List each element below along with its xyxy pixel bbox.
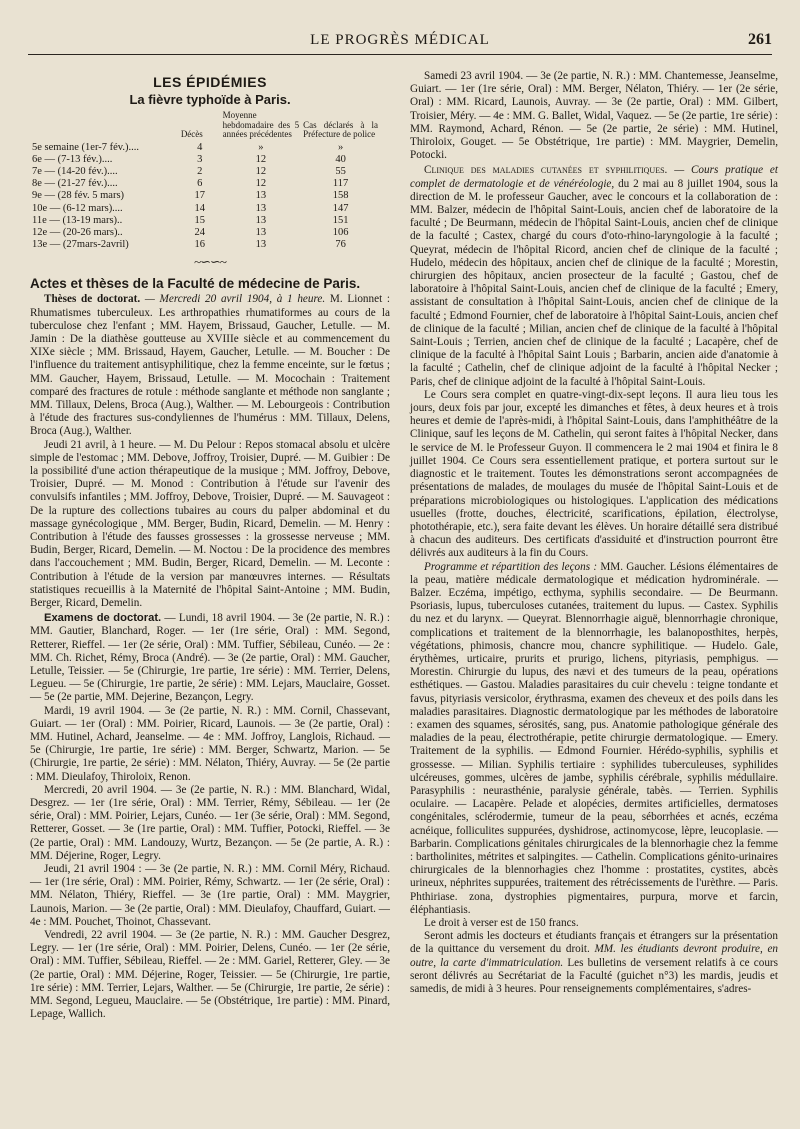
page-number: 261	[748, 31, 772, 48]
table-row	[30, 203, 380, 215]
paragraph-italic: MM. les étudiants devront produire, en outre, la carte d'immatriculation.	[410, 943, 779, 969]
table-cell: »	[337, 141, 344, 153]
table-header: Moyenne hebdomadaire des 5 années précédentes	[222, 110, 300, 139]
table-cell: 13	[255, 214, 267, 226]
table-cell: 14	[194, 202, 205, 214]
ornament-divider: ~∽∽~	[194, 254, 226, 270]
theses-label: Thèses de doctorat.	[44, 293, 141, 306]
table-cell: 147	[332, 202, 349, 214]
table-body	[30, 142, 380, 252]
paragraph: Le Cours sera complet en quatre-vingt-dix-sept leçons. Il aura lieu tous les jours, deux fois par jour, excepté les dimanches et fêtes, à deux heures et à trois heures et demie de l'après-midi, à l'hôpital Saint-Louis, dans l'amphithéâtre de la Clinique, sauf les leçons de M. Cathelin, qui seront faites à l'hôpital Necker, dans le service de M. le Professeur Guyon. Il commencera le 2 mai 1904 et finira le 8 juillet 1904. Ce Cours sera essentiellement pratique, et portera surtout sur le diagnostic et le traitement. Toutes les démonstrations seront accompagnées de présentations de malades, de moulages du musée de l'hôpital Saint-Louis et de préparations microbiologiques ou histologiques. L'application des médications usuelles (frotte, douches, électricité, scarifications, épilation, électrolyse, photothérapie, etc.), sera faite devant les élèves. Un horaire détaillé sera distribué à chacun des auditeurs. Des certificats d'assiduité et d'instruction pourront être délivrés aux auditeurs à la fin du Cours.	[410, 388, 778, 560]
paragraph	[410, 930, 778, 996]
theses-date: — Mercredi 20 avril 1904, à 1 heure.	[144, 293, 326, 306]
paragraph-text: Seront admis les docteurs et étudiants français et étrangers sur la présentation de la quittance du versement du droit.	[410, 930, 778, 956]
table-cell: 3	[197, 153, 203, 165]
table-cell: 158	[332, 190, 349, 202]
table-cell: 12	[255, 153, 267, 165]
clinique-title: — Cours pratique et complet de dermatologie et de vénéréologie,	[410, 164, 778, 190]
table-row	[30, 154, 380, 166]
table-cell: 2	[197, 165, 203, 177]
examens-label: Examens de doctorat.	[44, 612, 162, 625]
table-cell: 13	[255, 190, 267, 202]
paragraph-text: Les bulletins de versement relatifs à ce cours seront délivrés au Secrétariat de la Faculté (guichet n°3) les mardis, jeudis et samedis, de midi à 3 heures. Pour renseignements complémentaires, s'adres-	[410, 956, 778, 996]
right-column	[410, 70, 778, 996]
table-cell: 13	[255, 202, 267, 214]
table-row	[30, 227, 380, 239]
typhoid-table	[30, 111, 380, 251]
table-cell: 17	[194, 190, 205, 202]
paragraph: Jeudi 21 avril, à 1 heure. — M. Du Pelour : Repos stomacal absolu et ulcère simple de l'estomac ; MM. Debove, Joffroy, Troisier, Dupré. — M. Guibier : De la possibilité d'une action thérapeutique de la musique ; MM. Joffroy, Debove, Troisier, Dupré. — M. Monod : Contribution à l'étude sur l'avenir des convulsifs infantiles ; MM. Joffroy, Debove, Troisier, Dupré. — M. Sauvageot : De la rupture des collections tubaires au cours du palper abdominal et du massage gynécologique , MM. Berger, Budin, Ricard, Demelin. — M. Henry : Contribution à l'étude des fausses grossesses : la grossesse nerveuse ; MM. Budin, Berger, Ricard, Demelin. — M. Noctou : De la procidence des membres dans l'accouchement ; MM. Budin, Berger, Ricard, Demelin. — M. Leconte : Contribution à l'étude de la version par manœuvres internes. — Résultats statistiques recueillis à la Maternité de l'hôpital Saint-Antoine ; MM. Budin, Berger, Ricard, Demelin.	[30, 438, 390, 609]
table-row	[30, 178, 380, 190]
table-cell: 13e — (27mars-2avril)	[32, 239, 129, 251]
table-cell: 8e — (21-27 fév.)....	[32, 178, 118, 190]
paragraph	[30, 612, 390, 704]
table-cell: 15	[194, 214, 205, 226]
epidemies-subtitle: La fièvre typhoïde à Paris.	[129, 92, 291, 107]
paragraph: Samedi 23 avril 1904. — 3e (2e partie, N. R.) : MM. Chantemesse, Jeanselme, Guiart. — 1er (1re série, Oral) : MM. Berger, Nélaton, Thiéry. — 1er (2e série, Oral) : MM. Ricard, Launois, Auvray. — 3e (2e partie, Oral) : MM. Gilbert, Troisier, Méry. — 4e : MM. G. Ballet, Widal, Vaquez. — 5e (2e partie, 1re série) : MM. Raymond, Achard, Rénon. — 5e (2e partie, 2e série) : MM. Hutinel, Thiroloix, Gouget. — 5e Obstétrique, 1re partie) : MM. Maygrier, Demelin, Potocki.	[410, 70, 778, 162]
table-cell: 11e — (13-19 mars)..	[32, 214, 123, 226]
table-header: Cas déclarés à la Préfecture de police	[303, 119, 378, 139]
table-cell: 117	[332, 178, 349, 190]
table-cell: 6	[197, 178, 203, 190]
table-row	[30, 142, 380, 154]
table-header-row	[30, 111, 380, 142]
paragraph: Mardi, 19 avril 1904. — 3e (2e partie, N. R.) : MM. Cornil, Chassevant, Guiart. — 1er (Oral) : MM. Poirier, Ricard, Launois. — 3e (2e partie, Oral) : MM. Hutinel, Achard, Jeanselme. — 4e : MM. Joffroy, Langlois, Richaud. — 5e (Chirurgie, 1re partie, 1re série) : MM. Berger, Schwartz, Marion. — 5e (Chirurgie, 1re partie, 2e série) : MM. Nélaton, Thiéry, Auvray. — 5e (2e partie : MM. Dieulafoy, Thiroloix, Renon.	[30, 704, 390, 783]
table-cell: 12	[255, 178, 267, 190]
paragraph	[30, 293, 390, 438]
epidemies-title: LES ÉPIDÉMIES	[153, 74, 267, 90]
actes-title: Actes et thèses de la Faculté de médecine de Paris.	[30, 276, 361, 292]
paragraph	[410, 164, 778, 388]
paragraph: Vendredi, 22 avril 1904. — 3e (2e partie, N. R.) : MM. Gaucher Desgrez, Legry. — 1er (1re série, Oral) : MM. Poirier, Delens, Cunéo. — 1er (2e série, Oral) : MM. Tuffier, Sébileau, Rieffel. — 2e : MM. Gariel, Retterer, Gley. — 3e (2e partie, Oral) : MM. Déjerine, Roger, Teissier. — 5e (Chirurgie, 1re partie, 1re série) : MM. Terrier, Lejars, Walther. — 5e (Chirurgie, 1re partie, 2e série) : MM. Segond, Legueu, Mauclaire. — 5e (Obstétrique, 1re partie) : MM. Pinard, Lepage, Wallich.	[30, 929, 390, 1021]
table-cell: 24	[194, 226, 205, 238]
table-cell: 10e — (6-12 mars)....	[32, 202, 123, 214]
paragraph-text: M. Lionnet : Rhumatismes tuberculeux. Les arthropathies rhumatiformes au cours de la tuberculose chez l'enfant ; MM. Hayem, Brissaud, Gaucher, Letulle. — M. Jamin : De la diathèse goutteuse au XVIIIe siècle et au commencement du XIXe siècle ; MM. Brissaud, Hayem, Gaucher, Letulle. — M. Boucher : De l'influence du traitement antisyphilitique, chez la femme enceinte, sur le fœtus ; MM. Gaucher, Hayem, Brissaud, Letulle. — M. Mocochain : Traitement comparé des fractures de rotule : méthode sanglante et méthode non sanglante ; MM. Tillaux, Delens, Broca (Aug.), Walther. — M. Lebourgeois : Contribution à l'étude des fractures sus-condyliennes de l'humérus : MM. Tillaux, Delens, Broca (Aug.), Walther.	[30, 293, 391, 438]
table-cell: 13	[255, 226, 267, 238]
paragraph: Jeudi, 21 avril 1904 : — 3e (2e partie, N. R.) : MM. Cornil Méry, Richaud. — 1er (1re série, Oral) : MM. Poirier, Rémy, Schwartz. — 1er (2e série, Oral) : MM. Nélaton, Thiéry, Rieffel. — 3e (1re partie, Oral) : MM. Maygrier, Launois, Marion. — 3e (2e partie, Oral) : MM. Dieulafoy, Chauffard, Guiart. — 4e : MM. Pouchet, Thoinot, Chassevant.	[30, 863, 390, 928]
table-cell: 5e semaine (1er-7 fév.)....	[32, 141, 139, 153]
paragraph-text: MM. Gaucher. Lésions élémentaires de la peau, matière médicale dermatologique et médication hydrominérale. — Balzer. Eczéma, impétigo, ecthyma, syphilis secondaire. — De Beurmann. Psoriasis, lupus, tuberculoses cutanées, traitement du lupus. — Castex. Syphilis du nez et du larynx. — Queyrat. Blennorrhagie aiguë, blennorrhagie chronique, complications et traitement de la blennorrhagie, les balanoposthites, herpès, végétations, phimosis, chancre mou, chancre syphilitique. — Hudelo. Gale, érythèmes, urticaire, prurits et prurigo, lichens, pityriasis, pemphigus. — Morestin. Chirurgie du lupus, des nævi et des tumeurs de la peau, opérations esthétiques. — Gastou. Maladies parasitaires du cuir chevelu : teigne tondante et favus, pityriasis versicolor, érythrasma, examen des cheveux et des poils dans les maladies parasitaires. Diagnostic dermatologique par les méthodes de laboratoire : examen des squames, sérosités, sang, pus. Anatomie pathologique générale des maladies de la peau, électrothérapie, petite chirurgie dermatologique. — Emery. Traitement de la syphilis. — Edmond Fournier. Hérédo-syphilis, syphilis et grossesse. — Milian. Syphilis tertiaire : syphilides tuberculeuses, syphilides ulcéreuses, gommes, ulcères de jambe, syphilis cérébrale, syphilis médullaire. Parasyphilis : neurasthénie, paralysie générale, tabès. — Terrien. Syphilis oculaire. — Lacapère. Pelade et alopécies, dermites artificielles, dermatoses congénitales, sclérodermie, tumeur de la peau, séborrhées et acnés, eczéma acnéique, folliculites suppurées, dyshidrose, actinomycose, lèpre, leucoplasie. — Barbarin. Complications génitales chirurgicales de la blennorhagie chez la femme : bartholinites, métrites et salpingites. — Cathelin. Complications génito-urinaires chirurgicales de la blennorhagies chez l'homme : prostatites, cystites, abcès urineux, néphrites suppurées, traitement des rétrécissements de l'urèthre. — Paris. Phthiriase. zona, dystrophies pigmentaires, purpura, morve et farcin, éléphantiasis.	[410, 560, 779, 916]
table-cell: 40	[335, 153, 346, 165]
journal-title: LE PROGRÈS MÉDICAL	[310, 32, 490, 48]
left-column	[30, 70, 390, 1022]
paragraph	[410, 561, 778, 917]
table-cell: 55	[335, 165, 346, 177]
table-cell: 151	[332, 214, 349, 226]
table-cell: 12e — (20-26 mars)..	[32, 226, 123, 238]
table-row	[30, 239, 380, 251]
table-row	[30, 215, 380, 227]
table-row	[30, 190, 380, 202]
table-cell: 13	[255, 239, 267, 251]
table-header: Décès	[180, 129, 203, 139]
paragraph: Mercredi, 20 avril 1904. — 3e (2e partie, N. R.) : MM. Blanchard, Widal, Desgrez. — 1er (1re série, Oral) : MM. Terrier, Rémy, Sébileau. — 1er (2e série, Oral) : MM. Poirier, Lejars, Cunéo. — 1er (3e série, Oral) : MM. Segond, Retterer, Gosset. — 3e (1re partie, Oral) : MM. Tuffier, Potocki, Rieffel. — 3e (2e partie, Oral) : MM. Landouzy, Wurtz, Bezançon. — 5e (2e partie, A. R.) : MM. Déjerine, Roger, Legry.	[30, 783, 390, 862]
table-header	[30, 111, 179, 142]
paragraph-text: — Lundi, 18 avril 1904. — 3e (2e partie, N. R.) : MM. Gautier, Blanchard, Roger. — 1er (1re série, Oral) : MM. Segond, Retterer, Rieffel. — 1er (2e série, Oral) : MM. Tuffier, Sébileau, Cunéo. — 2e : MM. Ch. Richet, Rémy, Broca (André). — 3e (2e partie, Oral) : MM. Gaucher, Letulle, Teissier. — 5e (Chirurgie, 1re partie, 1re série) : MM. Terrier, Delens, Legueu. — 5e (Chirurgie, 1re partie, 2e série) : MM. Lejars, Mauclaire, Gosset. — 5e (2e partie, MM. Dejerine, Bezançon, Legry.	[30, 612, 390, 704]
table-cell: 9e — (28 fév. 5 mars)	[32, 190, 125, 202]
table-cell: »	[258, 141, 264, 153]
table-row	[30, 166, 380, 178]
paragraph: Le droit à verser est de 150 francs.	[424, 917, 579, 929]
table-cell: 7e — (14-20 fév.)....	[32, 165, 118, 177]
table-cell: 106	[332, 226, 349, 238]
table-cell: 16	[194, 239, 205, 251]
table-cell: 12	[255, 165, 267, 177]
clinique-label: Clinique des maladies cutanées et syphilitiques.	[424, 164, 668, 177]
table-cell: 76	[335, 239, 346, 251]
table-cell: 4	[197, 141, 203, 153]
programme-label: Programme et répartition des leçons :	[424, 560, 598, 573]
running-head	[28, 28, 772, 55]
paragraph-text: du 2 mai au 8 juillet 1904, sous la direction de M. le professeur Gaucher, avec le concours et la collaboration de : MM. Balzer, médecin de l'hôpital Saint-Louis, ancien chef de laboratoire de la faculté ; De Beurmann, médecin de l'hôpital Saint-Louis, ancien chef de clinique de la faculté ; Castex, chargé du cours d'oto-rhino-laryngologie à la faculté ; Queyrat, médecin de l'hôpital Ricord, ancien chef de clinique de la faculté ; Hudelo, médecin des hôpitaux, ancien chef de clinique de la faculté ; Morestin, chirurgien des hôpitaux, ancien prosecteur de la faculté ; Gastou, chef de laboratoire à l'hôpital Saint-Louis, ancien chef de clinique de la faculté ; Emery, assistant de consultation à l'hôpital Saint-Louis, ancien chef de clinique de la faculté ; Edmond Fournier, chef de laboratoire à l'hôpital Saint-Louis, ancien chef de clinique de la faculté ; Milian, ancien chef de clinique de la faculté à l'hôpital Saint-Louis ; Terrien, ancien chef de clinique de la faculté ; Lacapère, chef de clinique de la faculté à l'hôpital Saint Louis ; Barbarin, ancien aide d'anatomie à la faculté ; Cathelin, chef de clinique adjoint de la faculté à l'hôpital Necker ; Paris, chef de clinique adjoint de la faculté à l'hôpital Saint-Louis.	[410, 177, 779, 388]
table-cell: 6e — (7-13 fév.)....	[32, 153, 113, 165]
